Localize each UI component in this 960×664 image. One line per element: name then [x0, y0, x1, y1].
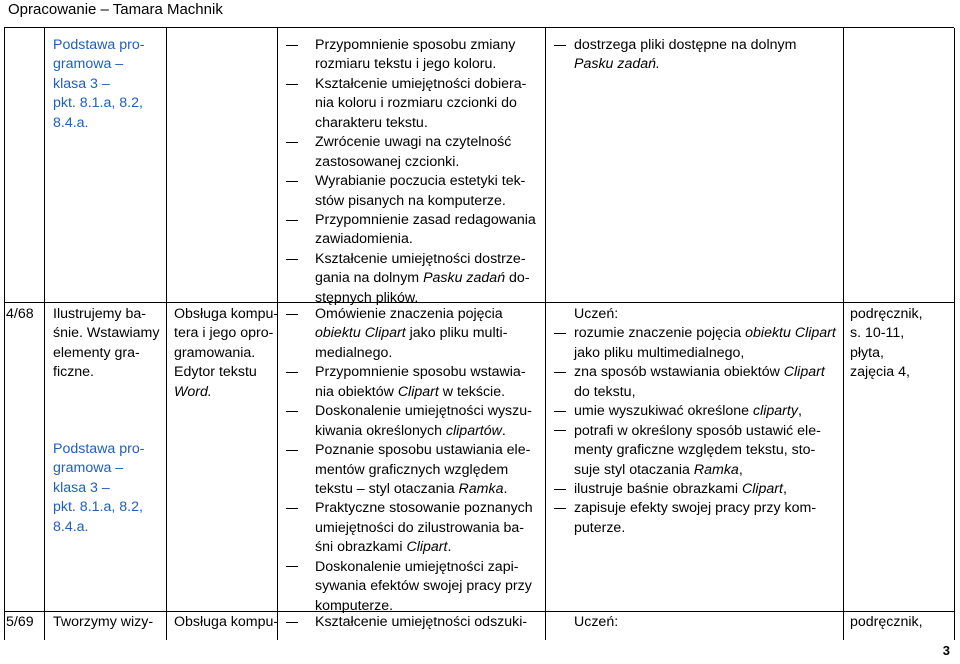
outcome-item: ilustruje baśnie obrazkami Clipart, — [553, 480, 836, 499]
page-number: 3 — [942, 643, 950, 658]
dash-bullet-icon — [285, 172, 299, 191]
teaching-materials: podręcznik, — [850, 614, 923, 630]
outcome-item: rozumie znaczenie pojęcia obiektu Clipart jako pliku multimedialnego, — [553, 324, 836, 363]
prev-goal-item: Wyrabianie poczucia estetyki tek- stów pisanych na komputerze. — [285, 172, 536, 211]
lesson-goals — [285, 613, 527, 632]
goal-item: Poznanie sposobu ustawiania ele- mentów graficznych względem tekstu – styl otaczania Ramka. — [285, 441, 533, 499]
dash-bullet-icon — [285, 441, 299, 460]
student-label: Uczeń: — [574, 614, 619, 630]
prev-outcome-item: dostrzega pliki dostępne na dolnym Pasku zadań. — [553, 36, 796, 75]
lesson-number: 5/69 — [6, 614, 34, 630]
table-border-left — [4, 28, 5, 640]
dash-bullet-icon — [553, 402, 567, 421]
dash-bullet-icon — [553, 363, 567, 382]
dash-bullet-icon — [285, 211, 299, 230]
column-divider-2 — [166, 28, 167, 640]
lesson-topic: Obsługa kompu- tera i jego opro- gramowania. Edytor tekstu Word. — [174, 306, 279, 400]
dash-bullet-icon — [553, 36, 567, 55]
goal-item: Kształcenie umiejętności odszuki- — [285, 613, 527, 632]
lesson-title: Tworzymy wizy- — [53, 614, 154, 630]
prev-goal-item: Kształcenie umiejętności dostrze- gania na dolnym Pasku zadań do- stępnych plików. — [285, 250, 536, 308]
prev-curriculum-reference: Podstawa pro- gramowa – klasa 3 – pkt. 8.1.a, 8.2, 8.4.a. — [53, 37, 145, 131]
dash-bullet-icon — [285, 250, 299, 269]
goal-item: Doskonalenie umiejętności zapi- sywania efektów swojej pracy przy komputerze. — [285, 558, 533, 616]
prev-goal-item: Kształcenie umiejętności dobiera- nia koloru i rozmiaru czcionki do charakteru tekstu. — [285, 75, 536, 133]
curriculum-reference: Podstawa pro- gramowa – klasa 3 – pkt. 8.1.a, 8.2, 8.4.a. — [53, 441, 145, 535]
column-divider-4 — [545, 28, 546, 640]
lesson-number: 4/68 — [6, 306, 34, 322]
lesson-topic: Obsługa kompu- — [174, 614, 279, 630]
dash-bullet-icon — [285, 363, 299, 382]
outcome-item: potrafi w określony sposób ustawić ele- menty graficzne względem tekstu, sto- suje styl otaczania Ramka, — [553, 422, 836, 480]
prev-goal-item: Przypomnienie sposobu zmiany rozmiaru tekstu i jego koloru. — [285, 36, 536, 75]
dash-bullet-icon — [553, 480, 567, 499]
dash-bullet-icon — [553, 422, 567, 441]
header-title: Opracowanie – Tamara Machnik — [8, 1, 223, 18]
header-divider — [4, 27, 954, 28]
prev-goal-item: Zwrócenie uwagi na czytelność zastosowanej czcionki. — [285, 133, 536, 172]
dash-bullet-icon — [285, 133, 299, 152]
dash-bullet-icon — [285, 75, 299, 94]
prev-outcomes — [553, 36, 796, 75]
dash-bullet-icon — [553, 324, 567, 343]
goal-item: Praktyczne stosowanie poznanych umiejętności do zilustrowania ba- śni obrazkami Clipart. — [285, 499, 533, 557]
dash-bullet-icon — [285, 613, 299, 632]
outcome-item: zapisuje efekty swojej pracy przy kom- puterze. — [553, 499, 836, 538]
table-border-right — [954, 28, 955, 640]
lesson-title: Ilustrujemy ba- śnie. Wstawiamy elementy gra- ficzne. — [53, 306, 160, 381]
prev-goals-list — [285, 36, 536, 308]
column-divider-1 — [44, 28, 45, 640]
dash-bullet-icon — [285, 499, 299, 518]
dash-bullet-icon — [553, 499, 567, 518]
dash-bullet-icon — [285, 558, 299, 577]
goal-item: Omówienie znaczenia pojęcia obiektu Clipart jako pliku multi- medialnego. — [285, 305, 533, 363]
student-label: Uczeń: — [574, 306, 619, 322]
goal-item: Doskonalenie umiejętności wyszu- kiwania określonych clipartów. — [285, 402, 533, 441]
learning-outcomes — [553, 305, 836, 538]
column-divider-5 — [843, 28, 844, 640]
goal-item: Przypomnienie sposobu wstawia- nia obiektów Clipart w tekście. — [285, 363, 533, 402]
outcome-item: zna sposób wstawiania obiektów Clipart do tekstu, — [553, 363, 836, 402]
dash-bullet-icon — [285, 305, 299, 324]
dash-bullet-icon — [285, 402, 299, 421]
lesson-goals — [285, 305, 533, 616]
teaching-materials: podręcznik, s. 10-11, płyta, zajęcia 4, — [850, 306, 923, 381]
prev-goal-item: Przypomnienie zasad redagowania zawiadomienia. — [285, 211, 536, 250]
outcome-item: umie wyszukiwać określone cliparty, — [553, 402, 836, 421]
dash-bullet-icon — [285, 36, 299, 55]
